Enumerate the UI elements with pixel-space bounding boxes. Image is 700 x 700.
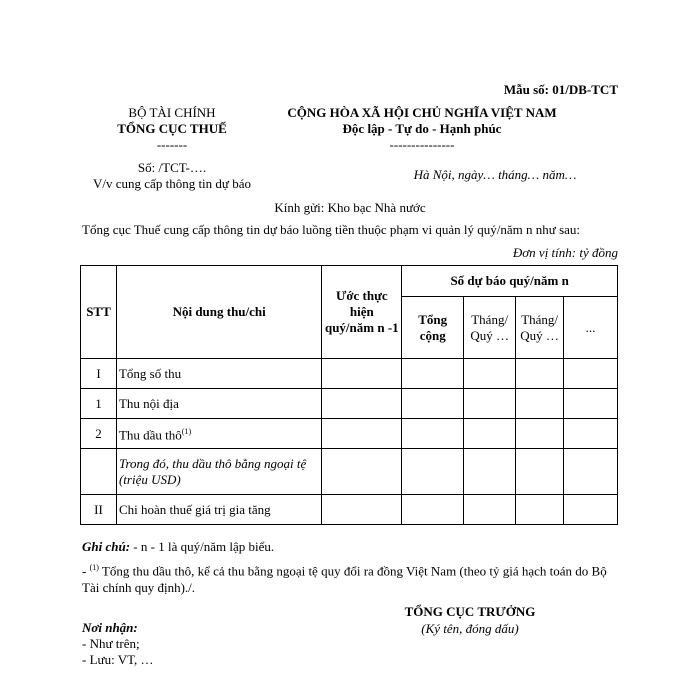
cell	[564, 359, 618, 389]
note-2	[82, 559, 622, 596]
department-name: TỔNG CỤC THUẾ	[117, 121, 227, 136]
form-code: Mẫu số: 01/DB-TCT	[503, 82, 618, 97]
row-content	[116, 419, 321, 449]
row-stt: I	[81, 359, 117, 389]
cell	[402, 389, 464, 419]
intro-text: Tổng cục Thuế cung cấp thông tin dự báo luồng tiền thuộc phạm vi quản lý quý/năm n như sau:	[82, 222, 581, 237]
cell	[564, 449, 618, 495]
document-number: Số: /TCT-….	[137, 160, 207, 175]
signature-title: TỔNG CỤC TRƯỞNG	[404, 604, 536, 619]
row-stt: 2	[81, 419, 117, 449]
agency-divider: -------	[156, 137, 188, 152]
document-reference	[72, 160, 272, 192]
cell	[564, 495, 618, 525]
recipient-item: - Lưu: VT, …	[82, 652, 154, 667]
table-row	[81, 419, 618, 449]
cell	[402, 495, 464, 525]
notes-label: Ghi chú:	[82, 539, 131, 554]
header-more: ...	[564, 297, 618, 359]
document-subject: V/v cung cấp thông tin dự báo	[93, 176, 251, 191]
signature-subtitle: (Ký tên, đóng dấu)	[421, 621, 519, 636]
signature-block	[370, 603, 570, 637]
forecast-table	[80, 265, 618, 525]
header-total: Tổng cộng	[402, 297, 464, 359]
recipient-item: - Như trên;	[82, 636, 140, 651]
ministry-name: BỘ TÀI CHÍNH	[128, 105, 216, 120]
row-content: Chi hoàn thuế giá trị gia tăng	[116, 495, 321, 525]
cell	[402, 419, 464, 449]
row-stt: 1	[81, 389, 117, 419]
row-content: Tổng số thu	[116, 359, 321, 389]
nation-motto: Độc lập - Tự do - Hạnh phúc	[342, 121, 502, 136]
row-content: Thu nội địa	[116, 389, 321, 419]
nation-header	[272, 105, 572, 153]
note-1	[82, 538, 622, 555]
recipients-label: Nơi nhận:	[82, 620, 138, 635]
note-1-text: - n - 1 là quý/năm lập biểu.	[130, 539, 275, 554]
date-line: Hà Nội, ngày… tháng… năm…	[413, 167, 577, 182]
table-row	[81, 449, 618, 495]
nation-divider: ---------------	[389, 137, 455, 152]
cell	[464, 495, 516, 525]
row-stt	[81, 449, 117, 495]
cell	[402, 359, 464, 389]
unit-label: Đơn vị tính: tỷ đồng	[512, 245, 618, 260]
header-actual: Ước thực hiện quý/năm n -1	[322, 266, 402, 359]
cell	[516, 359, 564, 389]
footnote-marker: (1)	[89, 563, 99, 572]
cell	[564, 389, 618, 419]
table-row	[81, 389, 618, 419]
cell	[564, 419, 618, 449]
cell	[516, 389, 564, 419]
nation-name: CỘNG HÒA XÃ HỘI CHỦ NGHĨA VIỆT NAM	[287, 105, 557, 120]
row-stt: II	[81, 495, 117, 525]
header-month-1: Tháng/ Quý …	[464, 297, 516, 359]
cell	[464, 449, 516, 495]
note-2-prefix: -	[82, 563, 90, 579]
cell	[464, 389, 516, 419]
header-forecast: Số dự báo quý/năm n	[402, 266, 618, 297]
cell	[322, 359, 402, 389]
footnote-marker: (1)	[181, 426, 192, 436]
table-row	[81, 495, 618, 525]
cell	[402, 449, 464, 495]
cell	[322, 389, 402, 419]
row-content-text: Thu dầu thô	[118, 427, 182, 443]
cell	[464, 359, 516, 389]
recipients-block	[82, 620, 154, 668]
cell	[464, 419, 516, 449]
cell	[322, 449, 402, 495]
notes-section	[82, 538, 622, 600]
recipient-line: Kính gửi: Kho bạc Nhà nước	[274, 200, 426, 215]
table-row	[81, 359, 618, 389]
cell	[322, 419, 402, 449]
cell	[516, 495, 564, 525]
cell	[516, 449, 564, 495]
cell	[322, 495, 402, 525]
header-month-2: Tháng/ Quý …	[516, 297, 564, 359]
cell	[516, 419, 564, 449]
row-content: Trong đó, thu dầu thô bằng ngoại tệ (triệu USD)	[116, 449, 321, 495]
note-2-text: Tổng thu dầu thô, kể cả thu bằng ngoại tệ quy đổi ra đồng Việt Nam (theo tỷ giá hạch toán do Bộ Tài chính quy định)./.	[82, 563, 607, 596]
header-content: Nội dung thu/chi	[116, 266, 321, 359]
agency-header	[72, 105, 272, 153]
header-stt: STT	[81, 266, 117, 359]
